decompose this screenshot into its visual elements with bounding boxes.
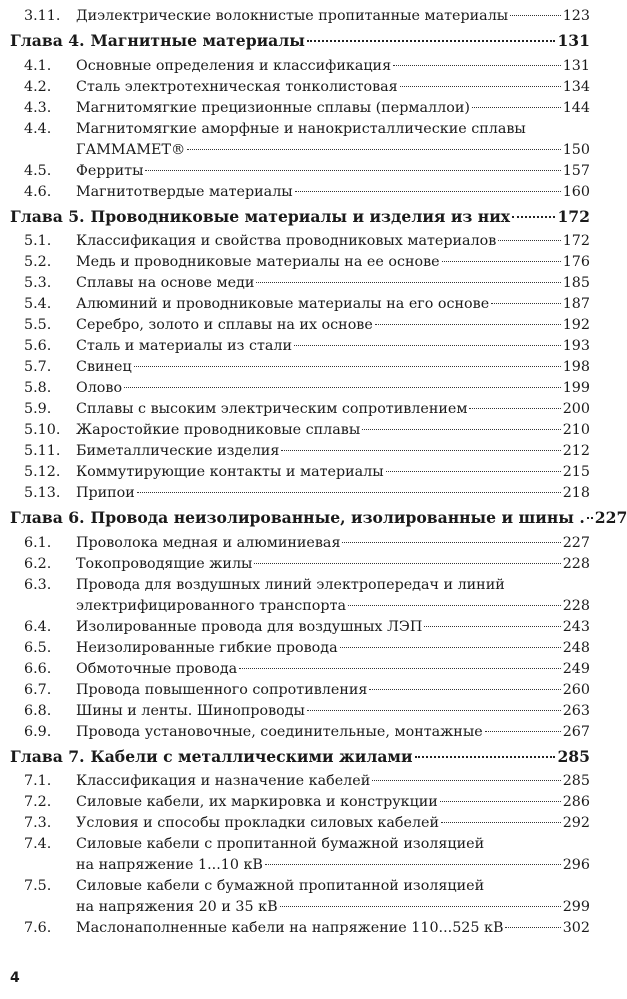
toc-section-row (10, 399, 590, 420)
toc-section-row (10, 680, 590, 701)
toc-page-number: 267 (562, 723, 590, 740)
toc-dot-leader (491, 303, 561, 304)
toc-entry-number: 7.2. (24, 794, 52, 810)
toc-dot-leader (145, 170, 560, 171)
toc-dot-leader (187, 149, 560, 150)
toc-section-row (10, 441, 590, 462)
toc-chapter-row (10, 203, 590, 232)
toc-entry-number: 7.5. (24, 878, 52, 894)
toc-dot-leader (472, 107, 561, 108)
toc-section-row (10, 252, 590, 273)
toc-entry-title: Магнитные материалы (90, 31, 305, 50)
toc-dot-leader (505, 927, 560, 928)
toc-entry-title: Свинец (76, 359, 132, 375)
toc-section-row (10, 897, 590, 918)
toc-section-row (10, 638, 590, 659)
toc-dot-leader (348, 605, 561, 606)
toc-page-number: 210 (562, 422, 590, 438)
toc-page-number: 292 (562, 815, 590, 831)
toc-dot-leader (442, 261, 561, 262)
toc-entry-number: 5.11. (24, 443, 61, 459)
toc-entry-number: 5.5. (24, 317, 52, 333)
toc-section-multiline (10, 575, 590, 617)
toc-entry-number: 5.8. (24, 380, 52, 396)
toc-entry-title: Коммутирующие контакты и материалы (76, 464, 384, 480)
toc-entry-title: Шины и ленты. Шинопроводы (76, 702, 305, 719)
toc-section-row (10, 420, 590, 441)
toc-dot-leader (587, 517, 593, 519)
toc-page-number: 131 (557, 31, 590, 50)
toc-section-row (10, 357, 590, 378)
toc-section-row (10, 617, 590, 638)
toc-section-row (10, 722, 590, 743)
toc-entry-number: 7.3. (24, 815, 52, 831)
toc-section-row (10, 533, 590, 554)
toc-entry-number: 5.13. (24, 485, 61, 501)
toc-dot-leader (124, 387, 561, 388)
toc-entry-title: Кабели с металлическими жилами (90, 746, 413, 766)
toc-entry-number: 5.4. (24, 296, 52, 312)
toc-dot-leader (469, 408, 560, 409)
toc-page-number: 215 (562, 464, 590, 480)
toc-entry-title: на напряжение 1...10 кВ (76, 857, 263, 873)
toc-entry-number: 5.9. (24, 401, 52, 417)
toc-page-number: 285 (557, 746, 590, 766)
table-of-contents (10, 6, 627, 939)
toc-entry-title: Диэлектрические волокнистые пропитанные материалы (76, 8, 509, 24)
toc-page-number: 228 (562, 597, 590, 614)
toc-page-number: 123 (562, 8, 590, 24)
toc-entry-number: 6.9. (24, 723, 52, 740)
toc-page-number: 260 (562, 681, 590, 698)
toc-page-number: 285 (562, 773, 590, 789)
toc-entry-number: 5.12. (24, 464, 61, 480)
toc-entry-number: 5.1. (24, 233, 52, 249)
toc-section-row (10, 554, 590, 575)
toc-section-row (10, 336, 590, 357)
toc-entry-title: Жаростойкие проводниковые сплавы (76, 422, 361, 438)
toc-dot-leader (415, 756, 556, 758)
toc-entry-title: Проводниковые материалы и изделия из них (90, 206, 511, 226)
toc-page-number: 198 (562, 359, 590, 375)
toc-page-number: 187 (562, 296, 590, 312)
toc-entry-number: 4.5. (24, 162, 52, 179)
toc-page-number: 227 (594, 508, 627, 527)
toc-entry-number: 6.8. (24, 702, 52, 719)
toc-dot-leader (340, 647, 561, 648)
toc-section-first-line (10, 876, 590, 897)
toc-page-number: 160 (562, 183, 590, 200)
toc-entry-number: 6.4. (24, 618, 52, 635)
toc-page-number: 176 (562, 254, 590, 270)
toc-dot-leader (440, 801, 561, 802)
toc-section-row (10, 231, 590, 252)
toc-entry-title: Условия и способы прокладки силовых кабелей (76, 815, 440, 831)
toc-entry-title: Биметаллические изделия (76, 443, 280, 459)
toc-page-number: 227 (562, 534, 590, 551)
toc-entry-title: Токопроводящие жилы (76, 555, 253, 572)
toc-entry-title: Неизолированные гибкие провода (76, 639, 338, 656)
toc-entry-number: 5.3. (24, 275, 52, 291)
toc-dot-leader (307, 40, 556, 42)
toc-entry-title: Сталь и материалы из стали (76, 338, 293, 354)
toc-chapter-row (10, 743, 590, 772)
toc-dot-leader (265, 864, 561, 865)
toc-entry-number: 7.1. (24, 773, 52, 789)
toc-entry-title: Ферриты (76, 162, 144, 179)
toc-entry-title-line1: Силовые кабели с бумажной пропитанной изоляцией (76, 878, 485, 894)
toc-section-multiline (10, 834, 590, 876)
toc-entry-number: 5.10. (24, 422, 61, 438)
toc-page-number: 157 (562, 162, 590, 179)
toc-section-row (10, 659, 590, 680)
toc-dot-leader (134, 366, 561, 367)
toc-entry-title: Классификация и назначение кабелей (76, 773, 371, 789)
toc-section-row (10, 701, 590, 722)
toc-dot-leader (254, 563, 560, 564)
toc-dot-leader (498, 240, 560, 241)
toc-page-number: 185 (562, 275, 590, 291)
toc-page-number: 296 (562, 857, 590, 873)
toc-dot-leader (485, 731, 561, 732)
toc-dot-leader (441, 822, 561, 823)
toc-dot-leader (512, 216, 555, 218)
toc-entry-title: Провода установочные, соединительные, монтажные (76, 723, 483, 740)
toc-dot-leader (372, 780, 560, 781)
toc-dot-leader (256, 282, 560, 283)
toc-entry-title: Алюминий и проводниковые материалы на его основе (76, 296, 490, 312)
toc-section-row (10, 6, 590, 27)
toc-page-number: 212 (562, 443, 590, 459)
toc-page-number: 131 (562, 57, 590, 74)
toc-page-number: 193 (562, 338, 590, 354)
toc-entry-title: Основные определения и классификация (76, 57, 392, 74)
toc-page-number: 218 (562, 485, 590, 501)
toc-section-row (10, 77, 590, 98)
toc-dot-leader (375, 324, 561, 325)
toc-section-row (10, 161, 590, 182)
toc-chapter-row (10, 504, 627, 533)
toc-entry-title: Силовые кабели, их маркировка и конструкции (76, 794, 438, 810)
toc-entry-number: 6.2. (24, 555, 52, 572)
toc-entry-number: 5.2. (24, 254, 52, 270)
toc-section-multiline (10, 876, 590, 918)
toc-entry-title: Провода повышенного сопротивления (76, 681, 368, 698)
toc-entry-title: Изолированные провода для воздушных ЛЭП (76, 618, 423, 635)
toc-dot-leader (393, 65, 561, 66)
toc-dot-leader (400, 86, 561, 87)
toc-entry-number: 6.3. (24, 576, 52, 593)
toc-section-row (10, 315, 590, 336)
toc-page-number: 172 (557, 206, 590, 226)
toc-entry-number: Глава 5. (10, 206, 85, 226)
toc-page-number: 144 (562, 99, 590, 116)
toc-dot-leader (386, 471, 561, 472)
toc-section-multiline (10, 119, 590, 161)
toc-entry-title: Сплавы с высоким электрическим сопротивлением (76, 401, 468, 417)
toc-entry-title-line1: Провода для воздушных линий электропередач и линий (76, 576, 505, 593)
toc-entry-number: 6.7. (24, 681, 52, 698)
toc-page-number: 192 (562, 317, 590, 333)
toc-entry-number: 6.5. (24, 639, 52, 656)
toc-dot-leader (239, 668, 560, 669)
toc-page-number: 200 (562, 401, 590, 417)
toc-entry-title: Магнитомягкие прецизионные сплавы (пермаллои) (76, 99, 470, 116)
toc-section-row (10, 140, 590, 161)
toc-dot-leader (362, 429, 560, 430)
toc-page-number: 249 (562, 660, 590, 677)
toc-dot-leader (307, 710, 561, 711)
toc-entry-number: 4.4. (24, 120, 52, 137)
toc-section-row (10, 294, 590, 315)
toc-entry-number: 4.6. (24, 183, 52, 200)
toc-chapter-row (10, 27, 590, 56)
toc-entry-number: 6.6. (24, 660, 52, 677)
toc-entry-title: Медь и проводниковые материалы на ее основе (76, 254, 440, 270)
toc-section-row (10, 771, 590, 792)
toc-entry-title: Маслонаполненные кабели на напряжение 110...525 кВ (76, 920, 504, 936)
toc-dot-leader (342, 542, 560, 543)
toc-entry-title: ГАММАМЕТ® (76, 141, 186, 158)
toc-page-number: 134 (562, 78, 590, 95)
toc-entry-number: 4.3. (24, 99, 52, 116)
toc-section-row (10, 918, 590, 939)
toc-page-number: 172 (562, 233, 590, 249)
toc-entry-number: 3.11. (24, 8, 61, 24)
toc-entry-number: 6.1. (24, 534, 52, 551)
toc-entry-title: Проволока медная и алюминиевая (76, 534, 341, 551)
toc-page-number: 199 (562, 380, 590, 396)
toc-section-row (10, 596, 590, 617)
toc-page-number: 228 (562, 555, 590, 572)
toc-section-row (10, 483, 590, 504)
toc-entry-title-line1: Магнитомягкие аморфные и нанокристаллические сплавы (76, 120, 526, 137)
toc-page-number: 286 (562, 794, 590, 810)
toc-section-row (10, 182, 590, 203)
toc-entry-title-line1: Силовые кабели с пропитанной бумажной изоляцией (76, 836, 485, 852)
toc-entry-number: 7.6. (24, 920, 52, 936)
toc-section-first-line (10, 119, 590, 140)
toc-section-row (10, 98, 590, 119)
toc-entry-number: 5.6. (24, 338, 52, 354)
toc-section-row (10, 378, 590, 399)
toc-page-number: 299 (562, 899, 590, 915)
toc-section-first-line (10, 834, 590, 855)
toc-dot-leader (295, 191, 561, 192)
toc-entry-title: Сплавы на основе меди (76, 275, 255, 291)
toc-entry-title: Обмоточные провода (76, 660, 238, 677)
toc-entry-title: на напряжения 20 и 35 кВ (76, 899, 278, 915)
page-number: 4 (10, 970, 20, 986)
toc-entry-number: Глава 4. (10, 31, 85, 50)
toc-entry-number: 7.4. (24, 836, 52, 852)
toc-entry-title: Классификация и свойства проводниковых материалов (76, 233, 497, 249)
toc-entry-title: Сталь электротехническая тонколистовая (76, 78, 398, 95)
toc-dot-leader (510, 15, 561, 16)
toc-entry-title: электрифицированного транспорта (76, 597, 347, 614)
toc-section-row (10, 273, 590, 294)
toc-entry-title: Серебро, золото и сплавы на их основе (76, 317, 373, 333)
toc-dot-leader (294, 345, 561, 346)
toc-page-number: 243 (562, 618, 590, 635)
toc-entry-number: Глава 7. (10, 746, 85, 766)
toc-section-row (10, 855, 590, 876)
toc-dot-leader (369, 689, 560, 690)
toc-section-first-line (10, 575, 590, 596)
toc-section-row (10, 462, 590, 483)
toc-entry-title: Магнитотвердые материалы (76, 183, 293, 200)
toc-page-number: 248 (562, 639, 590, 656)
toc-entry-title: Припои (76, 485, 135, 501)
toc-entry-number: 4.1. (24, 57, 52, 74)
toc-dot-leader (137, 492, 561, 493)
toc-section-row (10, 792, 590, 813)
toc-entry-number: 4.2. (24, 78, 52, 95)
toc-dot-leader (424, 626, 560, 627)
toc-page-number: 263 (562, 702, 590, 719)
toc-dot-leader (281, 450, 560, 451)
toc-page-number: 302 (562, 920, 590, 936)
toc-entry-title: Провода неизолированные, изолированные и шины . (90, 508, 585, 527)
toc-entry-number: 5.7. (24, 359, 52, 375)
toc-section-row (10, 813, 590, 834)
toc-section-row (10, 56, 590, 77)
toc-dot-leader (280, 906, 561, 907)
toc-entry-title: Олово (76, 380, 123, 396)
toc-page-number: 150 (562, 141, 590, 158)
toc-entry-number: Глава 6. (10, 508, 85, 527)
